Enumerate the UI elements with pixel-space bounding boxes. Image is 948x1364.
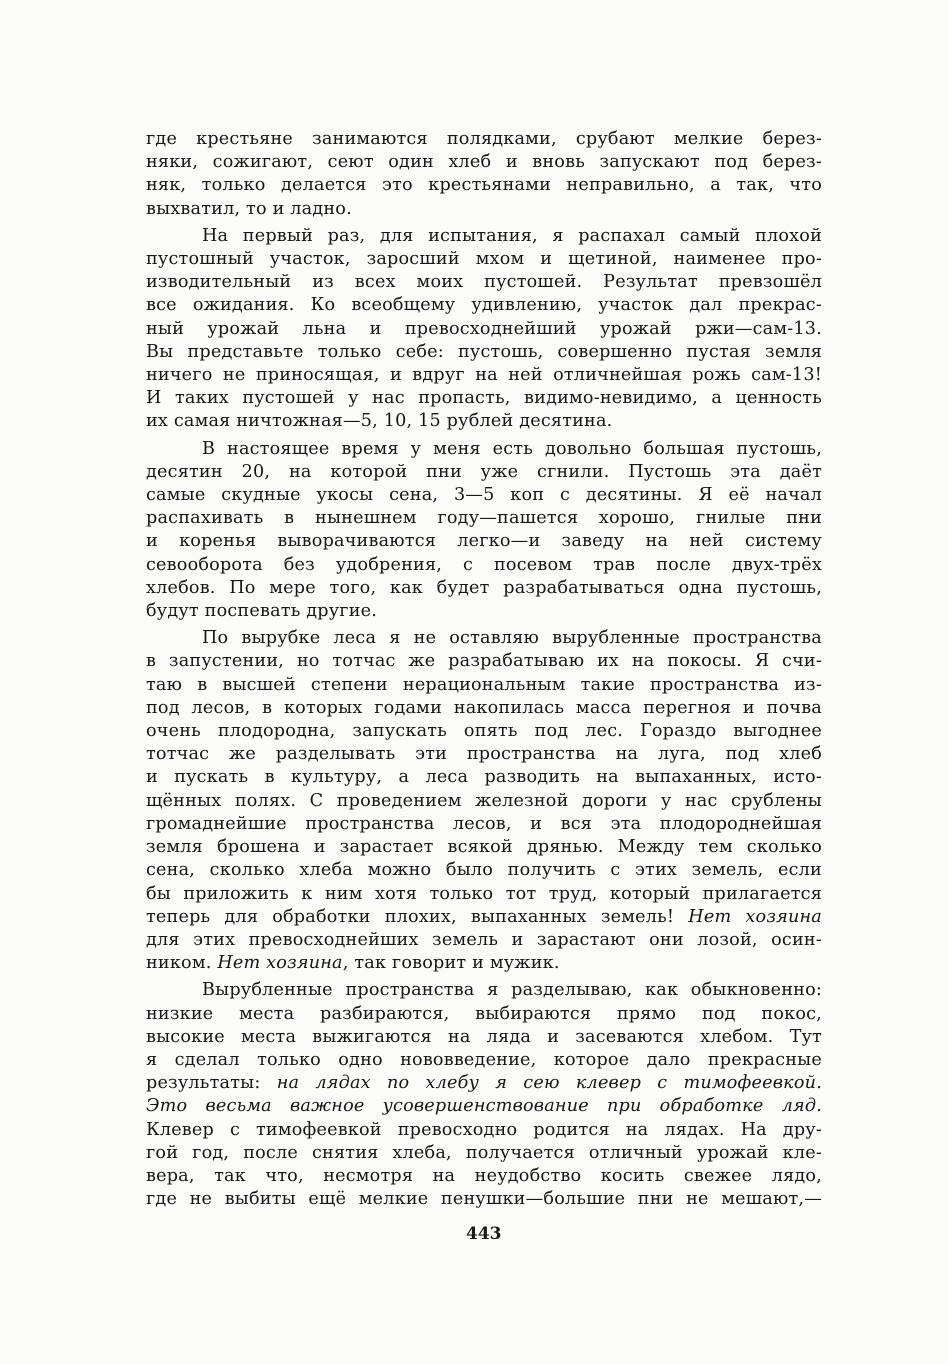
text-line: выхватил, то и ладно.: [146, 198, 352, 219]
page-number: 443: [466, 1224, 502, 1244]
text-line: Вы представьте только себе: пустошь, совершенно пустая земля: [146, 341, 822, 362]
text-line: в запустении, но тотчас же разрабатываю их на покосы. Я счи-: [146, 651, 822, 672]
text-line: щённых полях. С проведением железной дороги у нас срублены: [146, 790, 822, 811]
text-line: громаднейшие пространства лесов, и вся эта плодороднейшая: [146, 813, 822, 834]
text-line: десятин 20, на которой пни уже сгнили. Пустошь эта даёт: [146, 461, 822, 482]
text-line: и пускать в культуру, а леса разводить на выпаханных, исто-: [146, 767, 822, 788]
text-line: В настоящее время у меня есть довольно большая пустошь,: [202, 438, 822, 459]
paragraph-5: [146, 979, 822, 1211]
text-line: я сделал только одно нововведение, которое дало прекрасные: [146, 1049, 822, 1070]
text-line: где крестьяне занимаются полядками, срубают мелкие берез-: [146, 129, 822, 149]
text-line: под лесов, в которых годами накопилась масса перегноя и почва: [146, 697, 822, 718]
paragraph-2: [146, 225, 822, 434]
paragraph-4: [146, 627, 822, 975]
text-line: земля брошена и зарастает всякой дрянью. Между тем сколько: [146, 837, 822, 858]
text-line: хлебов. По мере того, как будет разрабатываться одна пустошь,: [146, 577, 822, 598]
text-line: Клевер с тимофеевкой превосходно родится на лядах. На дру-: [146, 1119, 822, 1140]
text-fragment: результаты:: [146, 1073, 261, 1094]
text-line: высокие места выжигаются на ляда и засеваются хлебом. Тут: [146, 1026, 822, 1047]
paragraph-3: [146, 438, 822, 624]
text-line: изводительный из всех моих пустошей. Результат превзошёл: [146, 272, 822, 293]
italic-line: Это весьма важное усовершенствование при обработке ляд.: [146, 1096, 822, 1117]
text-line: таю в высшей степени нерациональным такие пространства из-: [146, 674, 822, 695]
body-text: [146, 128, 822, 1211]
paragraph-1: [146, 128, 822, 221]
text-line: няк, только делается это крестьянами неправильно, а так, что: [146, 175, 822, 196]
text-line: гой год, после снятия хлеба, получается отличный урожай кле-: [146, 1142, 822, 1163]
text-line: вера, так что, несмотря на неудобство косить свежее лядо,: [146, 1165, 822, 1186]
text-line: няки, сожигают, сеют один хлеб и вновь запускают под берез-: [146, 152, 822, 173]
text-line: все ожидания. Ко всеобщему удивлению, участок дал прекрас-: [146, 295, 822, 316]
text-fragment: , так говорит и мужик.: [342, 953, 560, 974]
italic-emphasis: Нет хозяина: [217, 953, 343, 974]
text-line: По вырубке леса я не оставляю вырубленные пространства: [202, 628, 822, 649]
text-line: и коренья выворачиваются легко—и заведу на ней систему: [146, 531, 822, 552]
text-line: бы приложить к ним хотя только тот труд, который прилагается: [146, 883, 822, 904]
text-fragment: теперь для обработки плохих, выпаханных земель!: [146, 906, 675, 927]
italic-emphasis: Нет хозяина: [688, 906, 822, 927]
italic-emphasis: на лядах по хлебу я сею клевер с тимофеевкой.: [276, 1073, 822, 1094]
text-line: где не выбиты ещё мелкие пенушки—большие пни не мешают,—: [146, 1189, 822, 1210]
text-line: для этих превосходнейших земель и зарастают они лозой, осин-: [146, 929, 822, 950]
text-line: [146, 906, 822, 929]
text-line: ный урожай льна и превосходнейший урожай ржи—сам-13.: [146, 318, 822, 339]
text-line: И таких пустошей у нас пропасть, видимо-невидимо, а ценность: [146, 388, 822, 409]
text-line: севооборота без удобрения, с посевом трав после двух-трёх: [146, 554, 822, 575]
text-line: ничего не приносящая, и вдруг на ней отличнейшая рожь сам-13!: [146, 365, 822, 386]
text-line: самые скудные укосы сена, 3—5 коп с десятины. Я её начал: [146, 485, 822, 506]
text-line: тотчас же разделывать эти пространства на луга, под хлеб: [146, 744, 822, 765]
text-line: На первый раз, для испытания, я распахал самый плохой: [202, 225, 822, 246]
text-line: [146, 1072, 822, 1095]
text-line: их самая ничтожная—5, 10, 15 рублей десятина.: [146, 411, 613, 432]
text-line: [146, 952, 822, 975]
text-line: будут поспевать другие.: [146, 601, 378, 622]
text-line: низкие места разбираются, выбираются прямо под покос,: [146, 1003, 822, 1024]
text-fragment: ником.: [146, 953, 212, 974]
text-line: пустошный участок, заросший мхом и щетиной, наименее про-: [146, 249, 822, 270]
text-line: очень плодородна, запускать опять под лес. Гораздо выгоднее: [146, 721, 822, 742]
text-line: распахивать в нынешнем году—пашется хорошо, гнилые пни: [146, 508, 822, 529]
text-line: Вырубленные пространства я разделываю, как обыкновенно:: [202, 980, 822, 1001]
text-line: сена, сколько хлеба можно было получить с этих земель, если: [146, 860, 822, 881]
